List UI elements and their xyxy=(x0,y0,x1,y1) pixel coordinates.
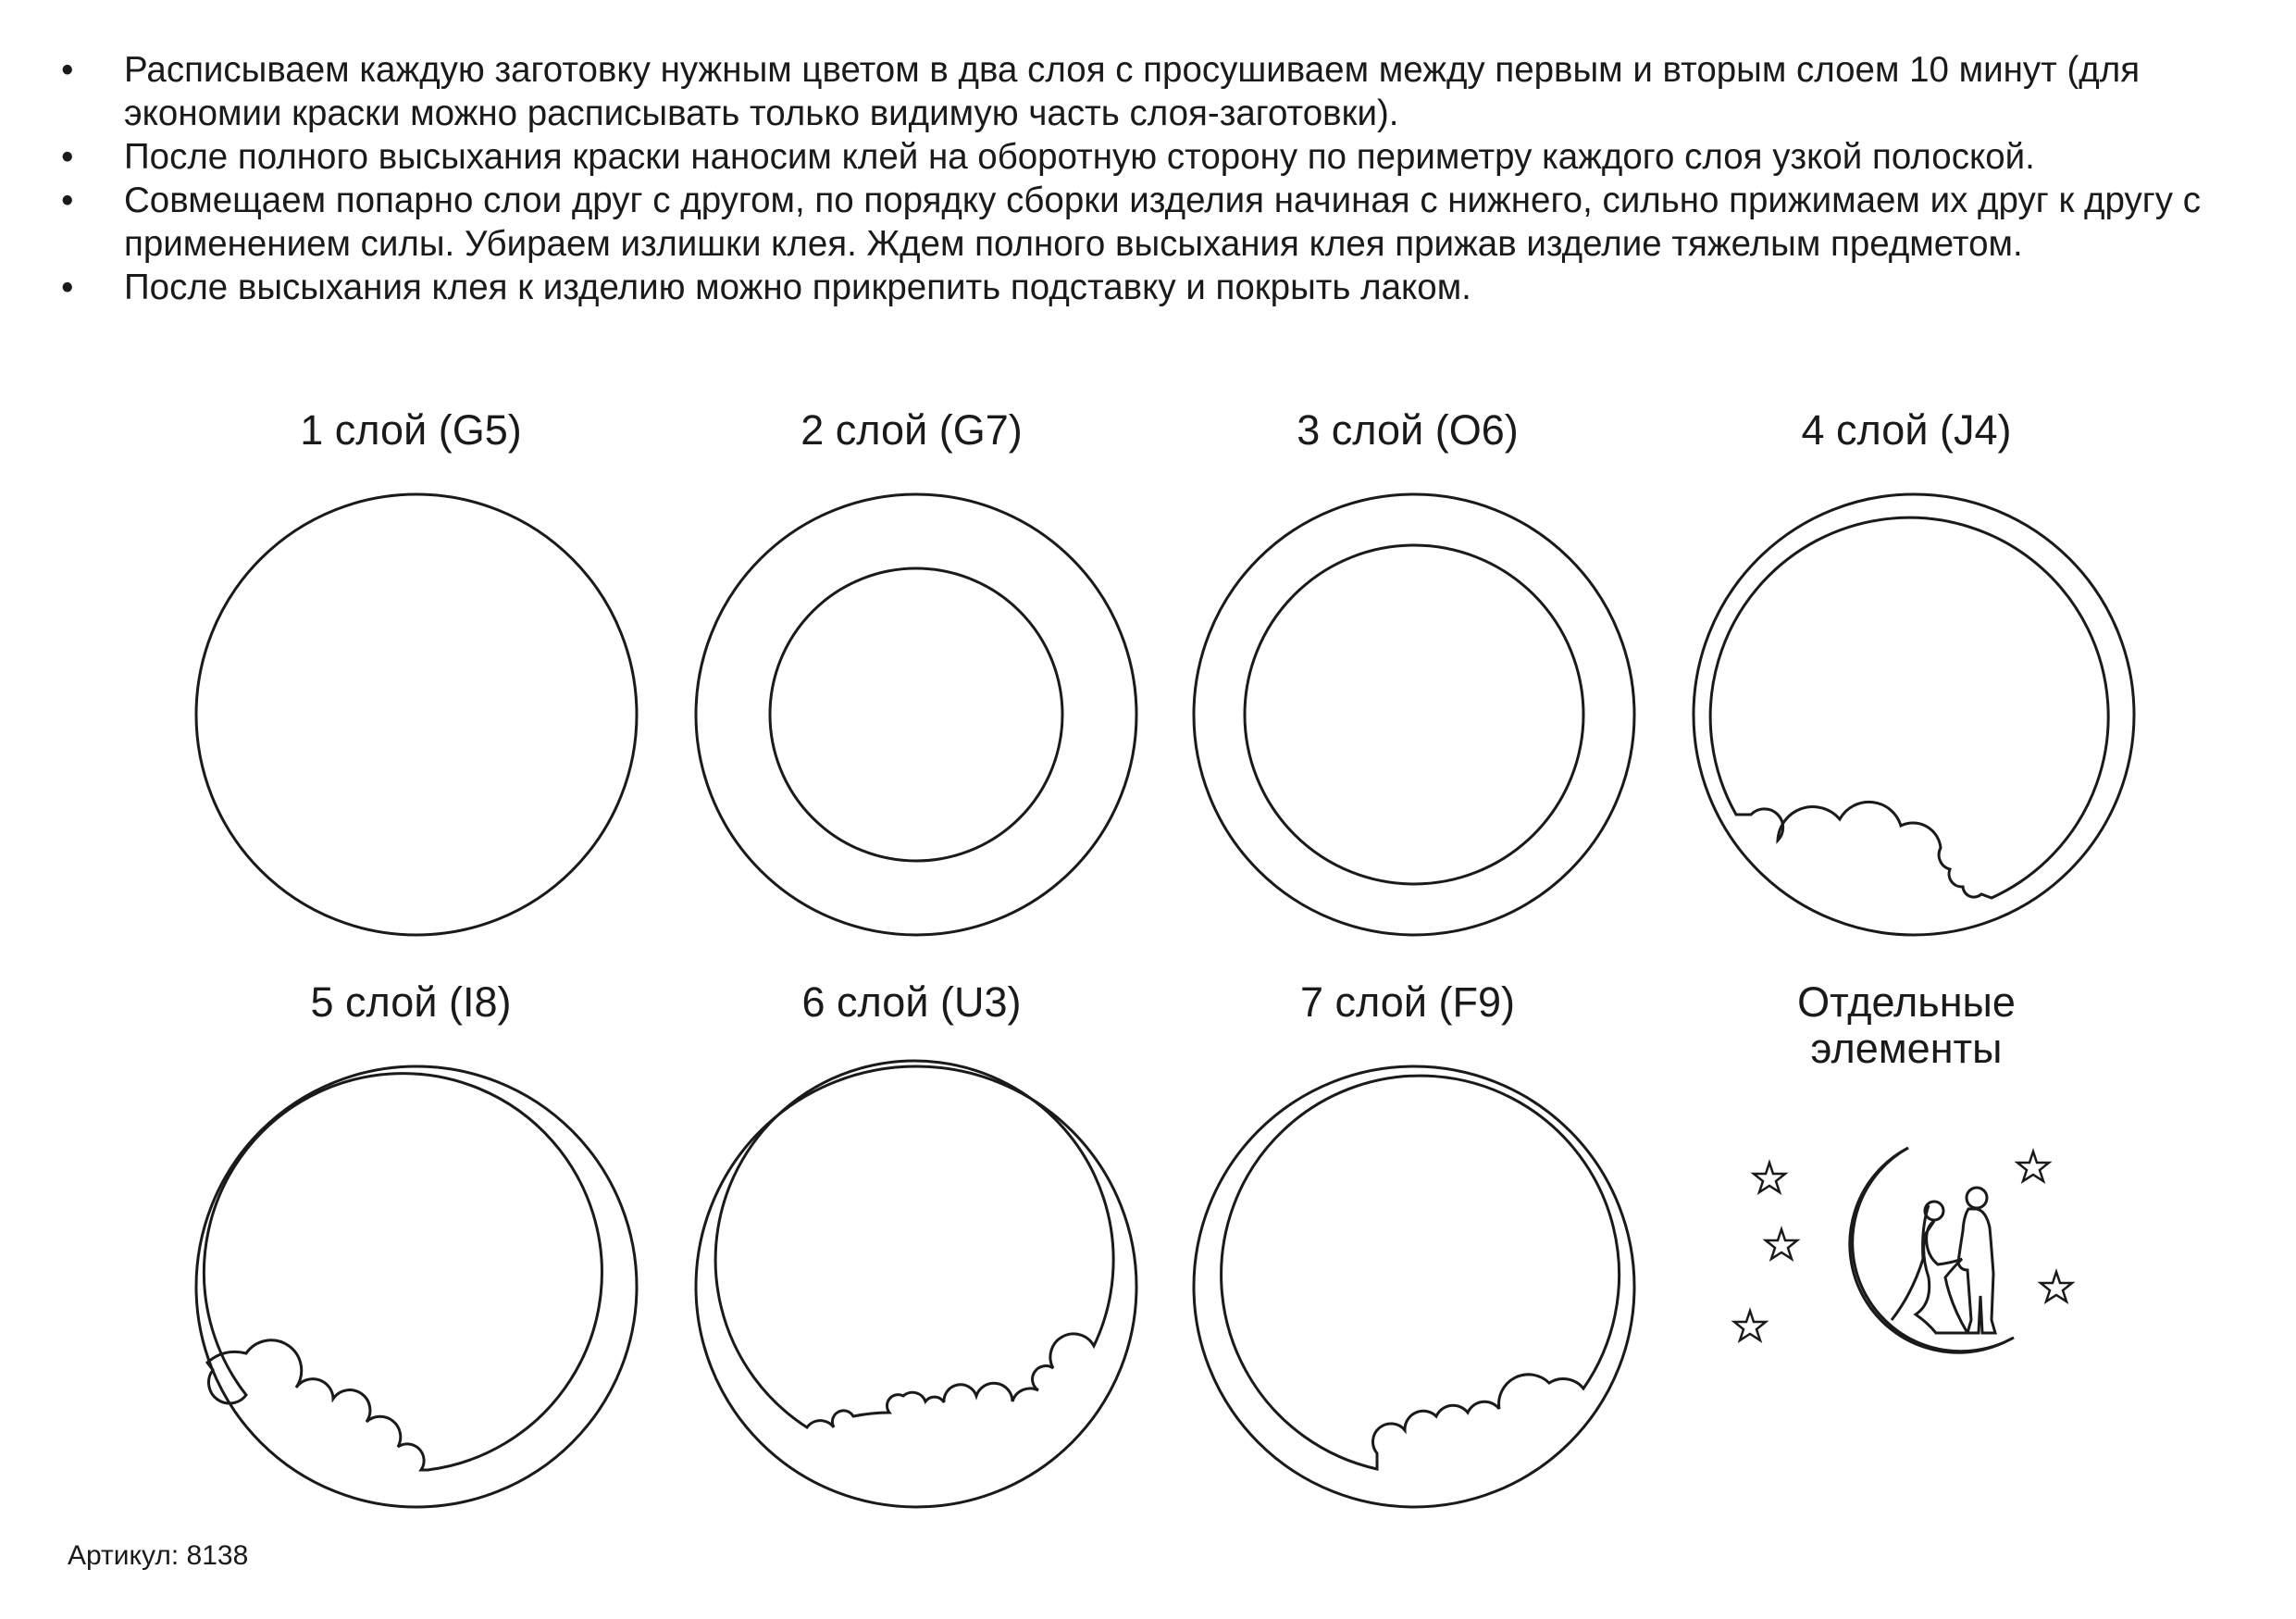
separate-elements-label: Отдельные элементы xyxy=(1797,978,2016,1072)
cloud-ring xyxy=(204,1074,602,1470)
cloud-ring xyxy=(1710,517,2108,898)
instruction-item xyxy=(61,135,2264,179)
groom-head xyxy=(1967,1188,1987,1208)
bullet: • xyxy=(61,50,74,90)
article-number: Артикул: 8138 xyxy=(68,1540,249,1571)
layer-1-shape xyxy=(176,474,657,955)
layer-5-label: 5 слой (I8) xyxy=(310,978,512,1026)
couple-silhouette xyxy=(1892,1188,1995,1333)
layer-5-shape xyxy=(176,1046,657,1527)
groom-body xyxy=(1958,1209,1995,1333)
outer-circle xyxy=(1694,494,2134,935)
separate-elements-shape xyxy=(1703,1139,2110,1398)
star-icon xyxy=(1734,1311,1766,1340)
layer-3-shape xyxy=(1173,474,1655,955)
star-icon xyxy=(2017,1152,2049,1181)
stars xyxy=(1734,1152,2072,1340)
inner-circle xyxy=(770,568,1062,861)
bullet: • xyxy=(61,181,74,220)
outer-circle xyxy=(1194,494,1634,935)
star-icon xyxy=(2041,1272,2072,1301)
layer-6-shape xyxy=(676,1046,1157,1527)
layer-7-label: 7 слой (F9) xyxy=(1300,978,1515,1026)
instructions-list xyxy=(61,48,2264,309)
instruction-text: После высыхания клея к изделию можно прикрепить подставку и покрыть лаком. xyxy=(124,268,1471,307)
outer-circle xyxy=(696,494,1136,935)
outer-circle xyxy=(196,494,637,935)
layer-1-label: 1 слой (G5) xyxy=(300,406,522,454)
bride-veil xyxy=(1892,1205,1929,1320)
layer-2-label: 2 слой (G7) xyxy=(800,406,1023,454)
instruction-text: После полного высыхания краски наносим клей на оборотную сторону по периметру каждого слоя узкой полоской. xyxy=(124,137,2035,177)
bullet: • xyxy=(61,137,74,177)
layer-4-label: 4 слой (J4) xyxy=(1801,406,2012,454)
bullet: • xyxy=(61,268,74,307)
instruction-text: Совмещаем попарно слои друг с другом, по порядку сборки изделия начиная с нижнего, сильно прижимаем их друг к другу с применением силы. Убираем излишки клея. Ждем полного высыхания клея прижав изделие тяжелым предметом. xyxy=(124,181,2201,264)
instruction-item xyxy=(61,266,2264,309)
cloud-ring xyxy=(1222,1076,1620,1469)
instruction-item xyxy=(61,179,2264,266)
instruction-item xyxy=(61,48,2264,135)
layer-4-shape xyxy=(1673,474,2154,955)
layer-6-label: 6 слой (U3) xyxy=(801,978,1022,1026)
outer-circle xyxy=(1194,1066,1634,1507)
cloud-ring xyxy=(715,1061,1113,1427)
instruction-text: Расписываем каждую заготовку нужным цветом в два слоя с просушиваем между первым и вторым слоем 10 минут (для экономии краски можно расписывать только видимую часть слоя-заготовки). xyxy=(124,50,2141,133)
inner-circle xyxy=(1245,545,1583,884)
star-icon xyxy=(1766,1229,1797,1259)
layer-2-shape xyxy=(676,474,1157,955)
layer-7-shape xyxy=(1173,1046,1655,1527)
star-icon xyxy=(1754,1163,1785,1192)
crescent-moon xyxy=(1850,1148,2014,1352)
layer-3-label: 3 слой (O6) xyxy=(1297,406,1519,454)
